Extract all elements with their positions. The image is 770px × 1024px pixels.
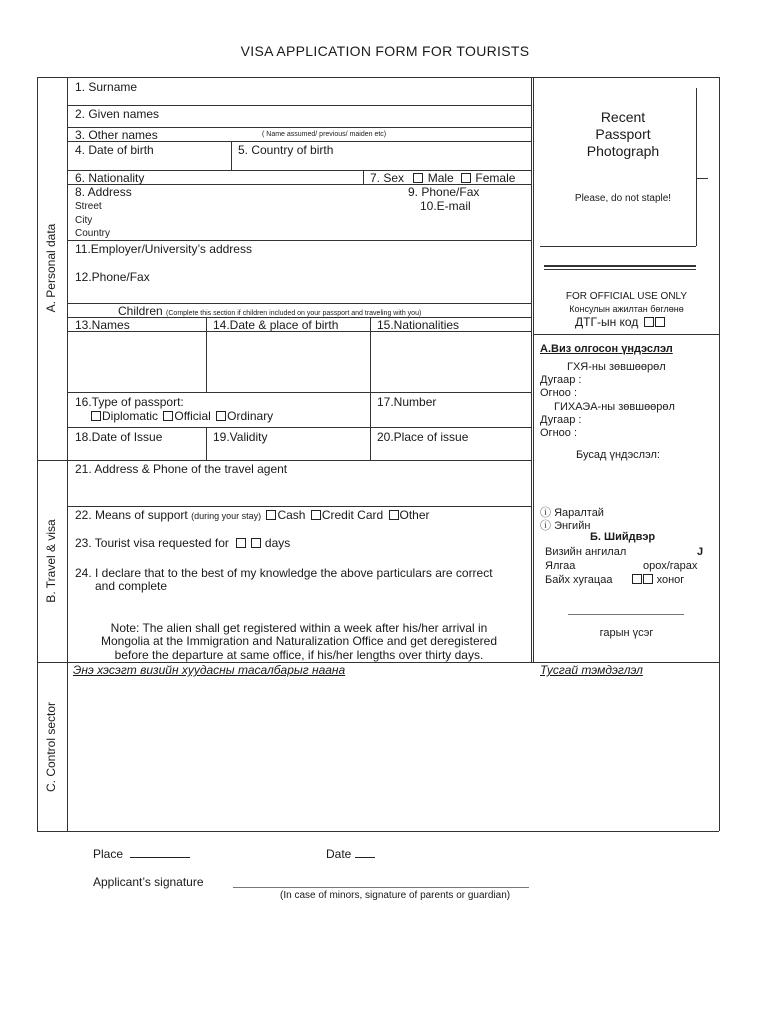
frame-right [719, 77, 720, 831]
row-line [67, 427, 531, 428]
stay-box-2[interactable] [643, 574, 653, 584]
travel-agent-label: 21. Address & Phone of the travel agent [75, 462, 288, 476]
form-title: VISA APPLICATION FORM FOR TOURISTS [240, 43, 530, 59]
number-2-label: Дугаар [540, 414, 576, 426]
dtg-code-label: ДТГ-ын код [575, 315, 639, 329]
frame-top [37, 77, 719, 78]
means-of-support [75, 508, 430, 522]
female-label: Female [475, 171, 516, 185]
consul-note: Консулын ажилтан бөглөнө [569, 304, 684, 314]
row-line [67, 105, 531, 106]
row-line [67, 240, 531, 241]
gikhaea-permit: ГИХАЭА-ны зөвшөөрөл [554, 401, 675, 413]
tourist-visa-label: 23. Tourist visa requested for [75, 536, 229, 550]
urgent-label: Яаралтай [554, 507, 604, 519]
surname-label: 1. Surname [75, 80, 138, 94]
col-line [206, 427, 207, 461]
col-line [370, 317, 371, 461]
children-header [118, 304, 421, 318]
official-divider [533, 334, 719, 335]
number-1: Дугаар : [540, 374, 582, 386]
photo-staple-note: Please, do not staple! [574, 193, 672, 204]
means-support-note: (during your stay) [191, 511, 262, 521]
stay-duration-label: Байх хугацаа [545, 574, 613, 586]
declaration-line-2: and complete [95, 579, 168, 593]
dob-label: 4. Date of birth [75, 143, 154, 157]
photo-box-bottom [540, 246, 696, 247]
official-label: Official [174, 409, 211, 423]
photo-text-2: Passport [595, 126, 651, 142]
address-label: 8. Address [75, 185, 132, 199]
normal-option [540, 517, 590, 533]
stay-duration [545, 574, 684, 586]
date-label: Date [326, 847, 352, 861]
email-label: 10.E-mail [420, 199, 471, 213]
col-line [206, 317, 207, 392]
photo-text-1: Recent [600, 109, 646, 125]
date-field [326, 847, 375, 861]
tourist-visa-request [75, 536, 290, 550]
city-label: City [75, 215, 93, 226]
declaration-line-1: 24. I declare that to the best of my knowledge the above particulars are correct [75, 566, 493, 580]
photo-text-3: Photograph [586, 143, 660, 159]
dtg-box-1[interactable] [644, 317, 654, 327]
visa-class-value: J [697, 546, 704, 558]
visa-class-label: Визийн ангилал [545, 546, 627, 558]
normal-label: Энгийн [554, 520, 591, 532]
minors-note: (In case of minors, signature of parents or guardian) [280, 890, 511, 901]
male-label: Male [427, 171, 454, 185]
gkhya-permit: ГХЯ-ны зөвшөөрөл [567, 361, 666, 373]
official-double-line [544, 265, 696, 267]
date-place-birth-col-header: 14.Date & place of birth [213, 318, 339, 332]
khonog-label: хоног [656, 574, 685, 586]
validity-label: 19.Validity [213, 430, 268, 444]
days-box-1[interactable] [236, 538, 246, 548]
official-column-divider [531, 77, 532, 662]
given-names-label: 2. Given names [75, 107, 160, 121]
place-of-issue-label: 20.Place of issue [377, 430, 469, 444]
ordinary-checkbox[interactable] [216, 411, 226, 421]
entry-exit-label: орох/гарах [643, 560, 698, 572]
female-checkbox[interactable] [461, 173, 471, 183]
date-2-label: Огноо [540, 427, 571, 439]
other-names-note: ( Name assumed/ previous/ maiden etc) [262, 131, 387, 138]
date-1: Огноо : [540, 387, 578, 399]
number-2: Дугаар : [540, 414, 582, 426]
note-line-2: Mongolia at the Immigration and Naturalization Office and get deregistered [100, 634, 497, 648]
section-a-label: A. Personal data [44, 223, 58, 313]
ordinary-label: Ordinary [227, 409, 274, 423]
diplomatic-label: Diplomatic [102, 409, 159, 423]
section-column-divider [67, 77, 68, 831]
photo-box-tick [696, 178, 708, 179]
passport-number-label: 17.Number [377, 395, 437, 409]
normal-icon[interactable]: ⓘ [540, 520, 551, 532]
country-label: Country [75, 228, 111, 239]
note-line-3: before the departure at same office, if his/her lengths over thirty days. [114, 648, 484, 662]
passport-type-label: 16.Type of passport: [75, 395, 184, 409]
phone-fax-12-label: 12.Phone/Fax [75, 270, 150, 284]
frame-bottom [37, 831, 719, 832]
official-signature-label: гарын үсэг [599, 627, 654, 639]
cash-checkbox[interactable] [266, 510, 276, 520]
row-line [67, 506, 531, 507]
applicant-signature-label: Applicant’s signature [93, 875, 204, 889]
row-line [67, 141, 531, 142]
days-box-2[interactable] [251, 538, 261, 548]
place-field [93, 847, 190, 861]
cash-label: Cash [277, 508, 306, 522]
male-checkbox[interactable] [413, 173, 423, 183]
difference-label: Ялгаа [545, 560, 576, 572]
nationalities-col-header: 15.Nationalities [377, 318, 460, 332]
place-input-line[interactable] [130, 848, 190, 858]
col-line [363, 170, 364, 184]
frame-left [37, 77, 38, 831]
diplomatic-checkbox[interactable] [91, 411, 101, 421]
passport-type-options [91, 409, 273, 423]
applicant-signature-line[interactable] [233, 887, 529, 888]
date-2: Огноо : [540, 427, 578, 439]
other-basis: Бусад үндэслэл: [576, 449, 660, 461]
row-line [67, 331, 531, 332]
country-of-birth-label: 5. Country of birth [238, 143, 334, 157]
visa-basis-heading: А.Виз олгосон үндэслэл [540, 343, 673, 355]
official-checkbox[interactable] [163, 411, 173, 421]
dtg-code [575, 315, 666, 329]
section-b-label: B. Travel & visa [44, 519, 58, 603]
official-column-divider-2 [533, 77, 534, 662]
official-use-title: FOR OFFICIAL USE ONLY [565, 291, 688, 302]
section-c-label: C. Control sector [44, 701, 58, 793]
note-line-1: Note: The alien shall get registered within a week after his/her arrival in [110, 621, 488, 635]
street-label: Street [75, 201, 102, 212]
date-1-label: Огноо [540, 387, 571, 399]
date-input-line[interactable] [355, 848, 375, 858]
stay-box-1[interactable] [632, 574, 642, 584]
urgent-icon[interactable]: ⓘ [540, 507, 551, 519]
number-1-label: Дугаар [540, 374, 576, 386]
other-names-label: 3. Other names [75, 128, 158, 142]
special-note-label: Тусгай тэмдэглэл [540, 663, 643, 677]
col-line [231, 141, 232, 170]
days-label: days [264, 536, 291, 550]
decision-heading: Б. Шийдвэр [590, 531, 656, 543]
row-line [67, 392, 531, 393]
row-line [67, 460, 531, 461]
other-checkbox[interactable] [389, 510, 399, 520]
date-of-issue-label: 18.Date of Issue [75, 430, 163, 444]
nationality-label: 6. Nationality [75, 171, 145, 185]
children-note: (Complete this section if children included on your passport and traveling with you) [166, 310, 422, 317]
place-label: Place [93, 847, 124, 861]
other-label: Other [399, 508, 430, 522]
names-col-header: 13.Names [75, 318, 130, 332]
signature-line [568, 614, 684, 615]
employer-label: 11.Employer/University’s address [75, 242, 252, 256]
sex-field [370, 171, 515, 185]
sex-label: 7. Sex [370, 171, 405, 185]
official-double-line-2 [544, 269, 696, 270]
stamp-here-label: Энэ хэсэгт визийн хуудасны тасалбарыг наана [73, 663, 346, 677]
credit-card-checkbox[interactable] [311, 510, 321, 520]
means-support-label: 22. Means of support [75, 508, 188, 522]
credit-card-label: Credit Card [321, 508, 384, 522]
dtg-box-2[interactable] [655, 317, 665, 327]
children-label: Children [118, 304, 163, 318]
phone-fax-9-label: 9. Phone/Fax [408, 185, 480, 199]
